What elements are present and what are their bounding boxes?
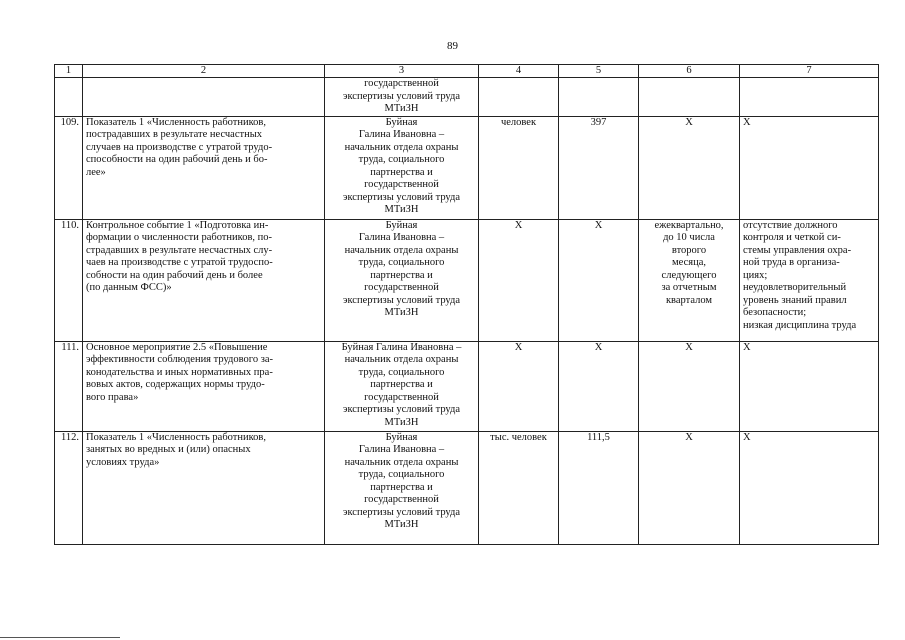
cell-line: экспертизы условий труда bbox=[342, 294, 461, 306]
cell-line: безопасности; bbox=[743, 307, 807, 318]
cell-line: следующего bbox=[661, 269, 717, 281]
cell-line: (по данным ФСС)» bbox=[86, 282, 172, 293]
planned-value: Х bbox=[559, 219, 639, 341]
cell-line: МТиЗН bbox=[384, 103, 419, 114]
cell-line: государственной bbox=[364, 391, 439, 403]
item-name bbox=[83, 78, 325, 117]
cell-line: Основное мероприятие 2.5 «Повышение bbox=[86, 341, 268, 353]
cell-line: пострадавших в результате несчастных bbox=[86, 129, 263, 140]
cell-line: партнерства и bbox=[370, 379, 433, 390]
cell-line: Х bbox=[743, 116, 751, 128]
deadline bbox=[639, 341, 740, 431]
cell-line: государственной bbox=[364, 282, 439, 293]
unit-of-measure bbox=[479, 78, 559, 117]
cell-line: условиях труда» bbox=[86, 456, 160, 468]
risks bbox=[740, 431, 879, 544]
cell-line: занятых во вредных и (или) опасных bbox=[86, 444, 251, 455]
cell-line: экспертизы условий труда bbox=[342, 90, 461, 102]
column-number: 5 bbox=[559, 65, 639, 78]
column-number: 6 bbox=[639, 65, 740, 78]
cell-line: вовых актов, содержащих нормы трудо- bbox=[86, 379, 265, 390]
cell-line: труда, социального bbox=[358, 469, 445, 480]
cell-line: МТиЗН bbox=[384, 416, 419, 428]
cell-line: за отчетным bbox=[661, 282, 717, 293]
cell-line: Х bbox=[743, 341, 751, 353]
cell-line: МТиЗН bbox=[384, 519, 419, 530]
cell-line: экспертизы условий труда bbox=[342, 191, 461, 203]
cell-line: до 10 числа bbox=[663, 232, 715, 243]
cell-line: чаев на производстве с утратой трудоспо- bbox=[86, 257, 273, 268]
cell-line: труда, социального bbox=[358, 154, 445, 165]
cell-line: лее» bbox=[86, 166, 106, 178]
row-number: 109. bbox=[55, 116, 83, 219]
unit-of-measure: человек bbox=[479, 116, 559, 219]
cell-line: Контрольное событие 1 «Подготовка ин- bbox=[86, 219, 269, 231]
cell-line: месяца, bbox=[672, 257, 706, 268]
cell-line: Х bbox=[743, 431, 751, 443]
cell-line: случаев на производстве с утратой трудо- bbox=[86, 141, 273, 153]
cell-line: государственной bbox=[364, 494, 439, 505]
cell-line: отсутствие должного bbox=[743, 219, 838, 231]
cell-line: Буйная bbox=[385, 219, 418, 231]
cell-line: стемы управления охра- bbox=[743, 244, 852, 256]
cell-line: начальник отдела охраны bbox=[344, 456, 459, 468]
cell-line: труда, социального bbox=[358, 366, 445, 378]
column-number: 7 bbox=[740, 65, 879, 78]
planned-value: 111,5 bbox=[559, 431, 639, 544]
cell-line: Х bbox=[685, 431, 693, 443]
cell-line: контроля и четкой си- bbox=[743, 232, 841, 243]
page-edge-line bbox=[0, 637, 120, 638]
planned-value: 397 bbox=[559, 116, 639, 219]
cell-line: партнерства и bbox=[370, 481, 433, 493]
item-name bbox=[83, 431, 325, 544]
cell-line: способности на один рабочий день и бо- bbox=[86, 154, 268, 165]
unit-of-measure: тыс. человек bbox=[479, 431, 559, 544]
cell-line: эффективности соблюдения трудового за- bbox=[86, 354, 274, 365]
cell-line: МТиЗН bbox=[384, 204, 419, 215]
cell-line: экспертизы условий труда bbox=[342, 506, 461, 518]
responsible-executor bbox=[325, 341, 479, 431]
column-numbers-row bbox=[55, 65, 879, 78]
cell-line: циях; bbox=[743, 269, 768, 281]
cell-line: уровень знаний правил bbox=[743, 294, 847, 306]
planned-value bbox=[559, 78, 639, 117]
responsible-executor bbox=[325, 219, 479, 341]
unit-of-measure: Х bbox=[479, 219, 559, 341]
cell-line: Галина Ивановна – bbox=[358, 129, 445, 140]
cell-line: неудовлетворительный bbox=[743, 282, 847, 293]
page-number: 89 bbox=[447, 40, 458, 52]
cell-line: Показатель 1 «Численность работников, bbox=[86, 116, 267, 128]
cell-line: Галина Ивановна – bbox=[358, 232, 445, 243]
item-name bbox=[83, 116, 325, 219]
deadline bbox=[639, 78, 740, 117]
deadline bbox=[639, 116, 740, 219]
cell-line: партнерства и bbox=[370, 269, 433, 281]
cell-line: начальник отдела охраны bbox=[344, 141, 459, 153]
cell-line: партнерства и bbox=[370, 166, 433, 178]
risks bbox=[740, 78, 879, 117]
cell-line: второго bbox=[671, 244, 707, 256]
cell-line: Буйная bbox=[385, 431, 418, 443]
cell-line: труда, социального bbox=[358, 257, 445, 268]
cell-line: Х bbox=[685, 341, 693, 353]
cell-line: государственной bbox=[364, 179, 439, 190]
cell-line: кварталом bbox=[665, 294, 713, 306]
item-name bbox=[83, 219, 325, 341]
cell-line: Х bbox=[685, 116, 693, 128]
cell-line: Показатель 1 «Численность работников, bbox=[86, 431, 267, 443]
table-body bbox=[55, 78, 879, 545]
risks bbox=[740, 219, 879, 341]
row-number: 111. bbox=[55, 341, 83, 431]
cell-line: начальник отдела охраны bbox=[344, 244, 459, 256]
table-row bbox=[55, 116, 879, 219]
planned-value: Х bbox=[559, 341, 639, 431]
row-number: 110. bbox=[55, 219, 83, 341]
table-row bbox=[55, 78, 879, 117]
table-row bbox=[55, 219, 879, 341]
responsible-executor bbox=[325, 116, 479, 219]
cell-line: ежеквартально, bbox=[654, 219, 724, 231]
responsible-executor bbox=[325, 78, 479, 117]
risks bbox=[740, 341, 879, 431]
column-number: 1 bbox=[55, 65, 83, 78]
deadline bbox=[639, 431, 740, 544]
program-table bbox=[54, 64, 879, 545]
item-name bbox=[83, 341, 325, 431]
cell-line: МТиЗН bbox=[384, 307, 419, 318]
cell-line: ной труда в организа- bbox=[743, 257, 840, 268]
table-row bbox=[55, 341, 879, 431]
cell-line: государственной bbox=[364, 78, 439, 89]
column-number: 4 bbox=[479, 65, 559, 78]
responsible-executor bbox=[325, 431, 479, 544]
table-row bbox=[55, 431, 879, 544]
cell-line: низкая дисциплина труда bbox=[743, 319, 857, 331]
column-number: 3 bbox=[325, 65, 479, 78]
cell-line: начальник отдела охраны bbox=[344, 354, 459, 365]
cell-line: Буйная Галина Ивановна – bbox=[341, 341, 462, 353]
cell-line: Галина Ивановна – bbox=[358, 444, 445, 455]
risks bbox=[740, 116, 879, 219]
cell-line: собности на один рабочий день и более bbox=[86, 269, 263, 281]
row-number: 112. bbox=[55, 431, 83, 544]
cell-line: Буйная bbox=[385, 116, 418, 128]
row-number bbox=[55, 78, 83, 117]
unit-of-measure: Х bbox=[479, 341, 559, 431]
deadline bbox=[639, 219, 740, 341]
cell-line: формации о численности работников, по- bbox=[86, 232, 273, 243]
cell-line: страдавших в результате несчастных слу- bbox=[86, 244, 273, 256]
cell-line: вого права» bbox=[86, 391, 139, 403]
column-number: 2 bbox=[83, 65, 325, 78]
cell-line: экспертизы условий труда bbox=[342, 404, 461, 415]
cell-line: конодательства и иных нормативных пра- bbox=[86, 366, 273, 378]
